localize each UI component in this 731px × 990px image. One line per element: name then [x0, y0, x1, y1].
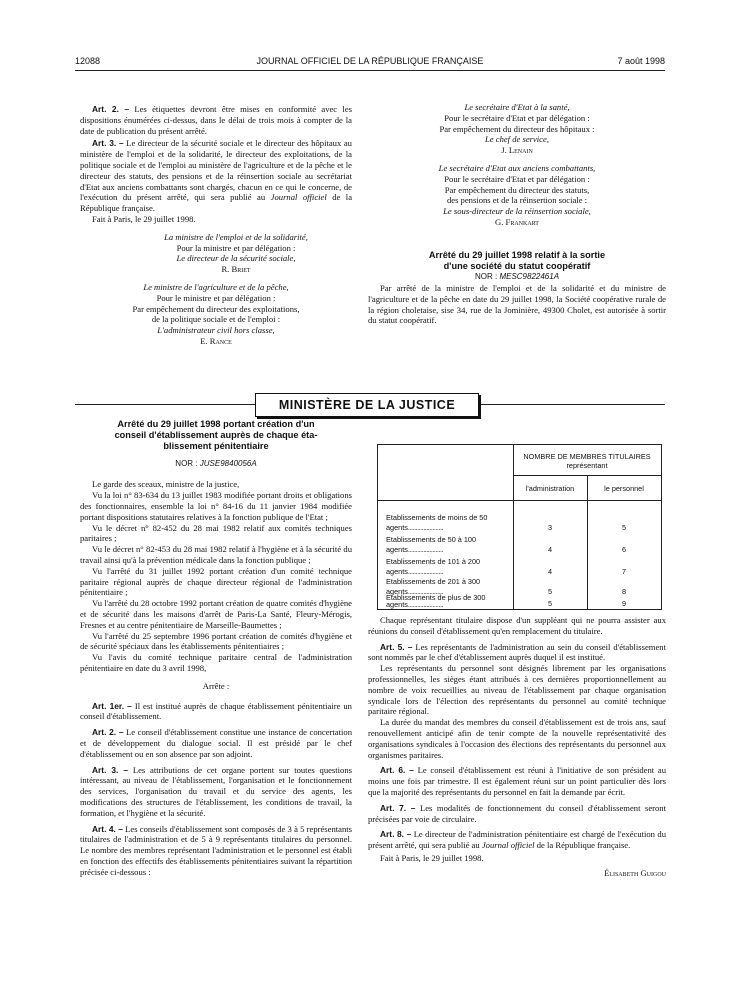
justice-article-1: Art. 1er. – Il est institué auprès de chaque établissement pénitentiaire un conseil d'établissement. [80, 700, 352, 722]
top-left-column: Art. 2. – Les étiquettes devront être mises en conformité avec les dispositions énumérées ci-dessus, dans le délai de trois mois à compter de la date de publication du présent arrêté. Art. 3. – Le directeur de la sécurité sociale et le directeur des hôpitaux au ministère de l'emploi et de la solidarité, le directeur des exploitations, de la politique sociale et de l'emploi au ministère de l'agriculture et de la pêche et le directeur des statuts, des pensions et de la réinsertion sociale au secrétariat d'Etat aux anciens combattants sont chargés, chacun en ce qui le concerne, de l'exécution du présent arrêté, qui sera publié au Journal officiel de la République française. Fait à Paris, le 29 juillet 1998. La ministre de l'emploi et de la solidarité, Pour la ministre et par délégation : Le directeur de la sécurité sociale, R. Briet Le ministre de l'agriculture et de la pêche, Pour le ministre et par délégation : Par empêchement du directeur des exploitations, de la politique sociale et de l'emploi : L'administrateur civil hors classe, E. Rance [80, 104, 353, 346]
vu-3: Vu le décret n° 82-453 du 28 mai 1982 relatif à l'hygiène et à la sécurité du travail ainsi qu'à la prévention médicale dans la fonction publique ; [80, 544, 352, 565]
table-row-label: Etablissements de 50 à 100 agents....................... [386, 535, 477, 554]
table-row-label: Etablissements de 201 à 300 agents....................... [386, 577, 481, 596]
justice-signature-name: Élisabeth Guigou [604, 867, 666, 878]
vu-4: Vu l'arrêté du 31 juillet 1992 portant création d'un comité technique paritaire régional auprès de chaque directeur régional de l'administration pénitentiaire ; [80, 565, 352, 598]
table-header-rule-2 [378, 500, 661, 501]
vu-5: Vu l'arrêté du 28 octobre 1992 portant création de quatre comités d'hygiène et de sécurité dans les maisons d'arrêt de Paris-La Santé, Fleury-Mérogis, Fresnes et au centre pénitentiaire de Marseille-Baumettes ; [80, 598, 352, 630]
justice-left-column [80, 415, 352, 878]
article-5-paragraph-2: Les représentants du personnel sont désignés librement par les organisations professionnelles, les sièges étant attribués à ces dernières proportionnellement au nombre de voix recueillies au niveau de l'établissement par chaque organisation syndicale lors de l'élection des représentants du personnel au comité technique paritaire régional. [368, 663, 666, 717]
justice-article-2: Art. 2. – Le conseil d'établissement constitue une instance de concertation et de développement du dialogue social. Il est présidé par le chef d'établissement ou en son absence par son adjoint. [80, 727, 352, 759]
justice-article-5: Art. 5. – Les représentants de l'administration au sein du conseil d'établissement sont nommés par le chef d'établissement auprès duquel il est institué. [368, 641, 666, 663]
justice-article-4: Art. 4. – Les conseils d'établissement sont composés de 3 à 5 représentants titulaires de l'administration et de 5 à 9 représentants titulaires du personnel. Le nombre des membres représentant l'administration et le personnel est établi en fonction des effectifs des établissements pénitentiaires suivant la répartition précisée ci-dessous : [80, 823, 352, 877]
table-cell-admin: 4 [547, 545, 553, 554]
journal-title: JOURNAL OFFICIEL DE LA RÉPUBLIQUE FRANÇAISE [256, 56, 484, 66]
top-right-column: Le secrétaire d'Etat à la santé, Pour le secrétaire d'Etat et par délégation : Par empêchement du directeur des hôpitaux : Le chef de service, J. Lenain Le secrétaire d'Etat aux anciens combattants, Pour le secrétaire d'Etat et par délégation : Par empêchement du directeur des statuts, des pensions et de la réinsertion sociale : Le sous-directeur de la réinsertion sociale, G. Frankart Arrêté du 29 juillet 1998 relatif à la sortie d'une société du statut coopératif NOR : MESC9822461A Par arrêté de la ministre de l'emploi et de la solidarité et du ministre de l'agriculture et de la pêche en date du 29 juillet 1998, la Société coopérative rurale de la région choletaise, sise 34, rue de la Jominière, 49300 Cholet, est autorisée à sortir du statut coopératif. [368, 102, 666, 326]
place-date: Fait à Paris, le 29 juillet 1998. [92, 213, 196, 224]
nor-reference: NOR : MESC9822461A [474, 272, 560, 282]
suppleant-paragraph: Chaque représentant titulaire dispose d'un suppléant qui ne pourra assister aux réunions du conseil d'établissement qu'en remplacement du titulaire. [368, 615, 666, 636]
header-rule [75, 70, 665, 71]
ministry-banner: MINISTÈRE DE LA JUSTICE [255, 393, 479, 417]
table-row-label: Etablissements de moins de 50 agents....................... [386, 513, 488, 532]
table-cell-admin: 5 [547, 587, 553, 596]
justice-nor-reference: NOR : JUSE9840056A [175, 458, 257, 468]
banner-rule-right [480, 404, 665, 405]
article-2: Art. 2. – Les étiquettes devront être mises en conformité avec les dispositions énumérées ci-dessus, dans le délai de trois mois à compter de la date de publication du présent arrêté. [80, 104, 352, 136]
vu-7: Vu l'avis du comité technique paritaire central de l'administration pénitentiaire en date du 3 avril 1998, [80, 652, 352, 673]
vu-2: Vu le décret n° 82-452 du 28 mai 1982 relatif aux comités techniques paritaires ; [80, 522, 352, 544]
justice-article-6: Art. 6. – Le conseil d'établissement est réuni à l'initiative de son président au moins une fois par trimestre. Il est également réuni sur un point particulier dès lors que la majorité des représentants du personnel en fait la demande par écrit. [368, 765, 666, 797]
table-cell-personnel: 8 [621, 587, 627, 596]
justice-article-3: Art. 3. – Les attributions de cet organe portent sur toutes questions intéressant, au niveau de l'établissement, l'organisation et le fonctionnement des services, l'organisation du travail et du service des agents, les modifications des structures de l'établissement, les conditions de travail, la formation, et l'hygiène et la sécurité. [80, 764, 352, 818]
signature-3-role: Le secrétaire d'Etat à la santé, [464, 102, 570, 112]
table-cell-admin: 5 [547, 599, 553, 608]
table-header-main: NOMBRE DE MEMBRES TITULAIRES représentant [523, 452, 651, 470]
vu-1: Vu la loi n° 83-634 du 13 juillet 1983 modifiée portant droits et obligations des fonctionnaires, ensemble la loi n° 84-16 du 11 janvier 1984 modifiée portant dispositions statutaires relatives à la fonction publique de l'Etat ; [80, 490, 352, 522]
decree-body: Par arrêté de la ministre de l'emploi et de la solidarité et du ministre de l'agriculture et de la pêche en date du 29 juillet 1998, la Société coopérative rurale de la région choletaise, sise 34, rue de la Jominière, 49300 Cholet, est autorisée à sortir du statut coopératif. [368, 282, 666, 326]
justice-place-date: Fait à Paris, le 29 juillet 1998. [380, 852, 484, 863]
page-number: 12088 [75, 56, 101, 66]
table-cell-personnel: 9 [621, 599, 627, 608]
table-row-label: Etablissements de plus de 300 agents....................... [386, 593, 486, 609]
members-table [377, 444, 662, 610]
signature-4-role: Le secrétaire d'Etat aux anciens combattants, [438, 162, 596, 173]
arrete: Arrête : [202, 680, 230, 691]
signature-1-name: R. Briet [221, 264, 251, 275]
issue-date: 7 août 1998 [617, 56, 665, 66]
signature-2-role: Le ministre de l'agriculture et de la pêche, [143, 281, 289, 292]
article-5-paragraph-3: La durée du mandat des membres du conseil d'établissement est de trois ans, sauf renouvellement anticipé afin de tenir compte de la nouvelle représentativité des organisations syndicales à l'occasion des élections des représentants du personnel aux organismes paritaires. [368, 717, 666, 760]
page-header [75, 56, 665, 70]
signature-1-role: La ministre de l'emploi et de la solidarité, [164, 231, 308, 242]
justice-article-7: Art. 7. – Les modalités de fonctionnement du conseil d'établissement seront précisées par voie de circulaire. [368, 802, 666, 824]
table-header-admin: l'administration [525, 484, 575, 493]
article-3: Art. 3. – Le directeur de la sécurité sociale et le directeur des hôpitaux au ministère de l'emploi et de la solidarité, le directeur des exploitations, de la politique sociale et de l'emploi au ministère de l'agriculture et de la pêche et le directeur des statuts, des pensions et de la réinsertion sociale au secrétariat d'Etat aux anciens combattants sont chargés, chacun en ce qui le concerne, de l'exécution du présent arrêté, qui sera publié au Journal officiel de la République française. [80, 138, 353, 214]
justice-decree-title: Arrêté du 29 juillet 1998 portant création d'un conseil d'établissement auprès de chaque éta- blissement pénitentiaire [114, 419, 318, 452]
table-cell-personnel: 7 [621, 567, 627, 576]
table-row-label: Etablissements de 101 à 200 agents....................... [386, 557, 481, 576]
decree-title: Arrêté du 29 juillet 1998 relatif à la sortie d'une société du statut coopératif [428, 249, 606, 271]
table-cell-personnel: 5 [621, 523, 627, 532]
vu-6: Vu l'arrêté du 25 septembre 1996 portant création de comités d'hygiène et de sécurité spéciaux dans les établissements pénitentiaires ; [80, 630, 352, 652]
justice-article-8: Art. 8. – Le directeur de l'administration pénitentiaire est chargé de l'exécution du présent arrêté, qui sera publié au Journal officiel de la République française. [368, 829, 666, 851]
signature-4-name: G. Frankart [495, 216, 539, 227]
table-cell-personnel: 6 [621, 545, 627, 554]
table-header-personnel: le personnel [604, 484, 644, 493]
intro: Le garde des sceaux, ministre de la justice, [92, 479, 240, 490]
table-cell-admin: 4 [547, 567, 553, 576]
banner-rule-left [75, 404, 255, 405]
signature-3-name: J. Lenain [501, 145, 533, 156]
signature-2-name: E. Rance [200, 335, 232, 346]
justice-right-column [368, 615, 666, 879]
table-cell-admin: 3 [547, 523, 553, 532]
